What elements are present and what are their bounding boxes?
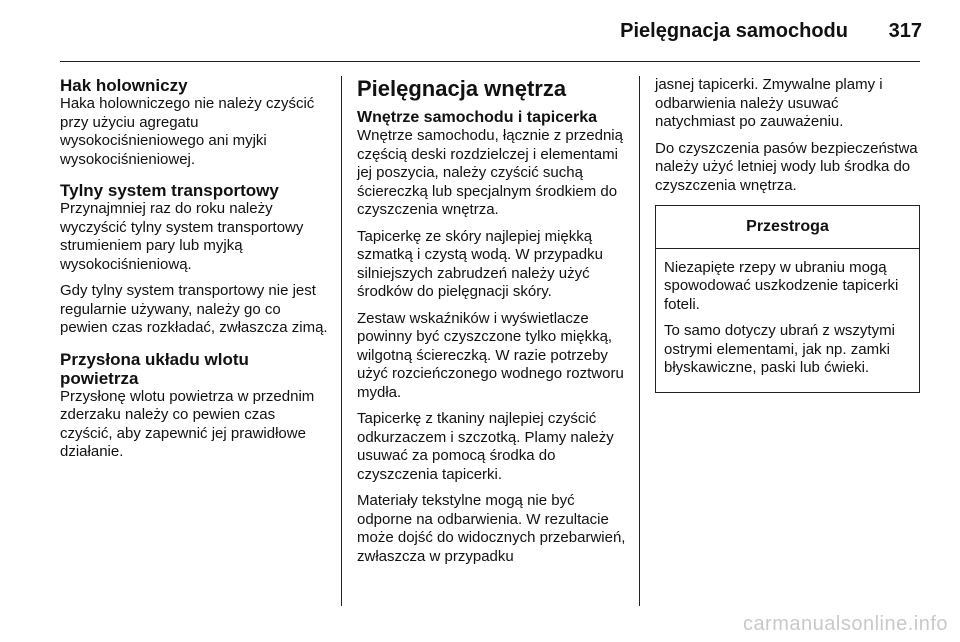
column-1: [60, 76, 330, 474]
paragraph: Gdy tylny system transportowy nie jest regularnie używany, należy go co pewien czas rozkładać, zwłaszcza zimą.: [60, 282, 328, 336]
paragraph: Przynajmniej raz do roku należy wyczyścić tylny system transportowy strumieniem pary lub myjką wysokociśnieniową.: [60, 200, 304, 273]
paragraph: Przysłonę wlotu powietrza w przednim zderzaku należy co pewien czas czyścić, aby zapewnić jej prawidłowe działanie.: [60, 387, 315, 460]
caution-body: [656, 249, 919, 392]
paragraph: To samo dotyczy ubrań z wszytymi ostrymi elementami, jak np. zamki błyskawiczne, paski lub ćwieki.: [664, 322, 895, 376]
section-air-intake: [60, 350, 330, 462]
paragraph: Materiały tekstylne mogą nie być odporne na odbarwienia. W rezultacie może dojść do widocznych przebarwień, zwłaszcza w przypadku: [357, 492, 626, 565]
column-divider-1: [341, 76, 342, 606]
section-rear-carrier: [60, 181, 330, 338]
caution-box: [655, 205, 920, 393]
section-heading: Tylny system transportowy: [60, 181, 279, 200]
paragraph: Niezapięte rzepy w ubraniu mogą spowodować uszkodzenie tapicerki foteli.: [664, 258, 899, 313]
paragraph: Do czyszczenia pasów bezpieczeństwa należy użyć letniej wody lub środka do czyszczenia wnętrza.: [655, 139, 918, 194]
page-number: 317: [888, 20, 922, 42]
paragraph: Zestaw wskaźników i wyświetlacze powinny być czyszczone tylko miękką, wilgotną ściereczką. W razie potrzeby użyć rozcieńczonego wodnego roztworu mydła.: [357, 309, 624, 401]
caution-title: Przestroga: [656, 206, 919, 249]
column-3: [655, 76, 920, 393]
column-2: [357, 76, 627, 574]
paragraph: Tapicerkę z tkaniny najlepiej czyścić odkurzaczem i szczotką. Plamy należy usuwać za pomocą środka do czyszczenia tapicerki.: [357, 410, 614, 483]
paragraph: jasnej tapicerki. Zmywalne plamy i odbarwienia należy usuwać natychmiast po zauważeniu.: [655, 76, 883, 130]
page-header: [0, 0, 960, 62]
section-heading: Hak holowniczy: [60, 76, 188, 95]
chapter-title: Pielęgnacja samochodu: [620, 20, 848, 42]
section-tow-hook: [60, 76, 330, 169]
section-title: Pielęgnacja wnętrza: [357, 76, 567, 101]
column-divider-2: [639, 76, 640, 606]
watermark: carmanualsonline.info: [742, 613, 948, 635]
section-heading: Przysłona układu wlotu powietrza: [60, 349, 249, 388]
subsection-heading: Wnętrze samochodu i tapicerka: [357, 109, 598, 126]
paragraph: Tapicerkę ze skóry najlepiej miękką szmatką i czystą wodą. W przypadku silniejszych zabrudzeń należy użyć środków do pielęgnacji skóry.: [357, 227, 603, 300]
header-divider: [60, 61, 920, 62]
paragraph: Wnętrze samochodu, łącznie z przednią częścią deski rozdzielczej i elementami jej poszycia, należy czyścić suchą ściereczką lub specjalnym środkiem do czyszczenia wnętrza.: [357, 127, 623, 218]
paragraph: Haka holowniczego nie należy czyścić przy użyciu agregatu wysokociśnieniowego ani myjki wysokociśnieniowej.: [60, 95, 315, 168]
